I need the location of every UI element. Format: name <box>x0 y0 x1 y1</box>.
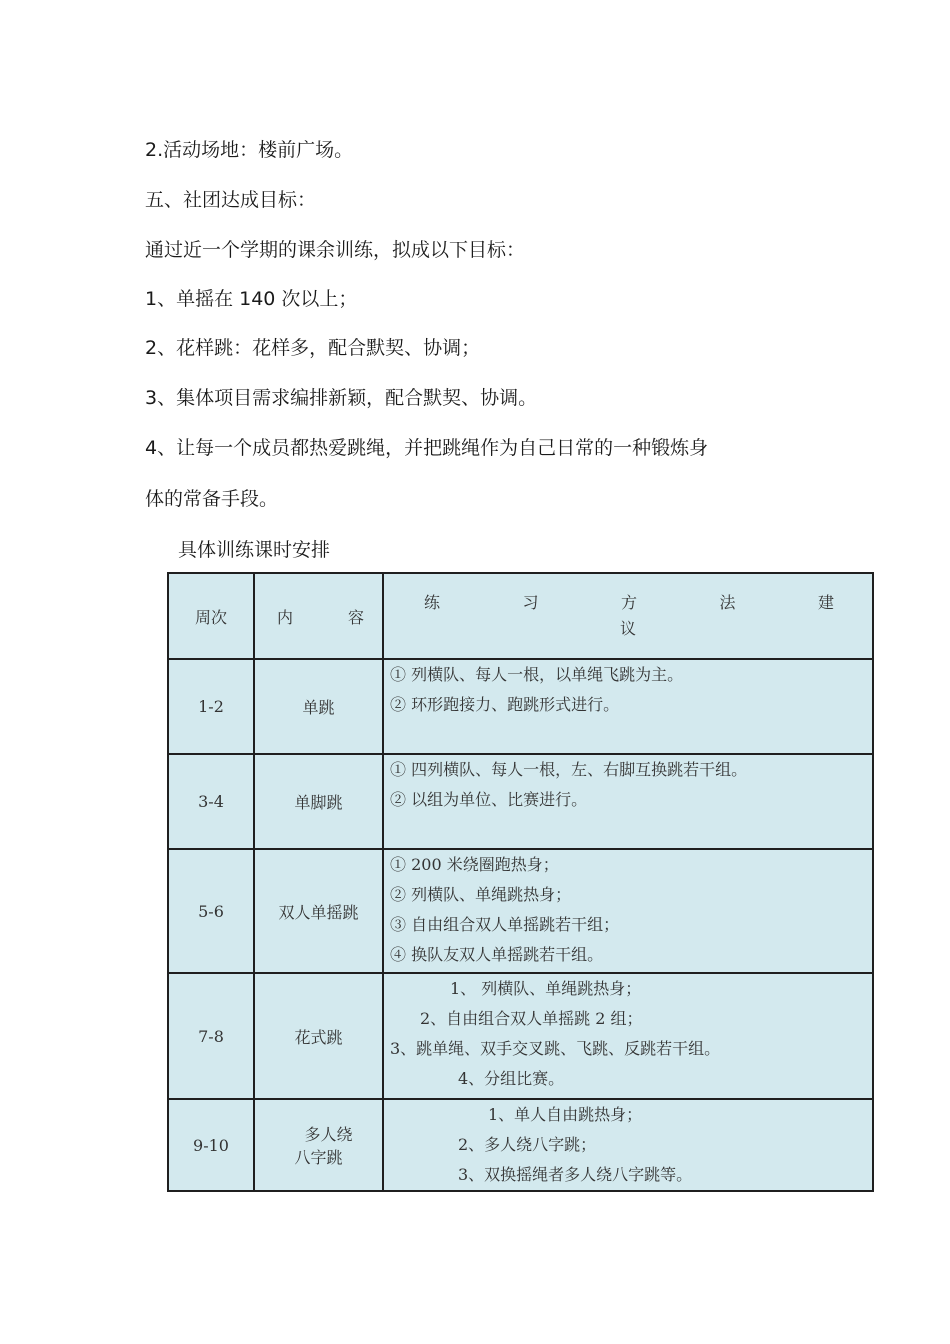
method-line: ② 列横队、单绳跳热身； <box>390 885 572 904</box>
goal-item: 4、让每一个成员都热爱跳绳，并把跳绳作为自己日常的一种锻炼身 <box>145 437 709 459</box>
table-row <box>168 754 873 849</box>
header-content <box>254 573 383 659</box>
table-row <box>168 849 873 973</box>
paragraph: 通过近一个学期的课余训练，拟成以下目标： <box>145 239 526 261</box>
method-line: 1、单人自由跳热身； <box>488 1105 643 1124</box>
method-line: ① 四列横队、每人一根，左、右脚互换跳若干组。 <box>390 760 748 779</box>
cell-method <box>383 1099 873 1191</box>
header-method-char: 法 <box>719 593 736 612</box>
method-line: 3、跳单绳、双手交叉跳、飞跳、反跳若干组。 <box>390 1039 721 1058</box>
cell-week: 7-8 <box>168 973 254 1099</box>
cell-content: 单跳 <box>254 659 383 754</box>
method-line: 4、分组比赛。 <box>458 1069 565 1088</box>
header-method-wrap: 议 <box>619 619 636 638</box>
goal-item-continuation: 体的常备手段。 <box>145 488 279 510</box>
method-line: 2、自由组合双人单摇跳 2 组； <box>420 1009 643 1028</box>
method-line: ② 以组为单位、比赛进行。 <box>390 790 588 809</box>
goal-item: 2、花样跳：花样多，配合默契、协调； <box>145 337 481 359</box>
header-method-char: 方 <box>620 593 637 612</box>
method-line: ④ 换队友双人单摇跳若干组。 <box>390 945 604 964</box>
header-method-char: 练 <box>424 593 441 612</box>
cell-content: 花式跳 <box>254 973 383 1099</box>
header-content-char: 内 <box>277 607 294 627</box>
training-schedule-table <box>167 572 874 1192</box>
goal-item: 3、集体项目需求编排新颖，配合默契、协调。 <box>145 387 538 409</box>
content-line: 八字跳 <box>294 1148 343 1167</box>
header-method <box>383 573 873 659</box>
table-header-row <box>168 573 873 659</box>
cell-content: 单脚跳 <box>254 754 383 849</box>
method-line: ③ 自由组合双人单摇跳若干组； <box>390 915 620 934</box>
goal-item: 1、单摇在 140 次以上； <box>145 288 358 310</box>
cell-week: 3-4 <box>168 754 254 849</box>
cell-method <box>383 849 873 973</box>
cell-week: 5-6 <box>168 849 254 973</box>
cell-method <box>383 754 873 849</box>
method-line: 2、多人绕八字跳； <box>458 1135 597 1154</box>
section-heading: 五、社团达成目标： <box>145 189 317 211</box>
method-line: 1、 列横队、单绳跳热身； <box>450 979 642 998</box>
cell-method <box>383 659 873 754</box>
method-line: ② 环形跑接力、跑跳形式进行。 <box>390 695 620 714</box>
cell-method <box>383 973 873 1099</box>
table-row <box>168 973 873 1099</box>
method-line: 3、双换摇绳者多人绕八字跳等。 <box>458 1165 693 1184</box>
header-method-char: 习 <box>522 593 539 612</box>
method-line: ① 200 米绕圈跑热身； <box>390 855 559 874</box>
cell-content: 双人单摇跳 <box>254 849 383 973</box>
header-content-char: 容 <box>347 607 364 627</box>
table-row <box>168 1099 873 1191</box>
header-method-char: 建 <box>817 593 834 612</box>
cell-week: 1-2 <box>168 659 254 754</box>
cell-content <box>254 1099 383 1191</box>
paragraph: 2.活动场地：楼前广场。 <box>145 139 354 161</box>
content-line: 多人绕 <box>304 1125 353 1144</box>
table-row <box>168 659 873 754</box>
method-line: ① 列横队、每人一根，以单绳飞跳为主。 <box>390 665 684 684</box>
header-week: 周次 <box>168 573 254 659</box>
cell-week: 9-10 <box>168 1099 254 1191</box>
table-caption: 具体训练课时安排 <box>178 539 331 561</box>
